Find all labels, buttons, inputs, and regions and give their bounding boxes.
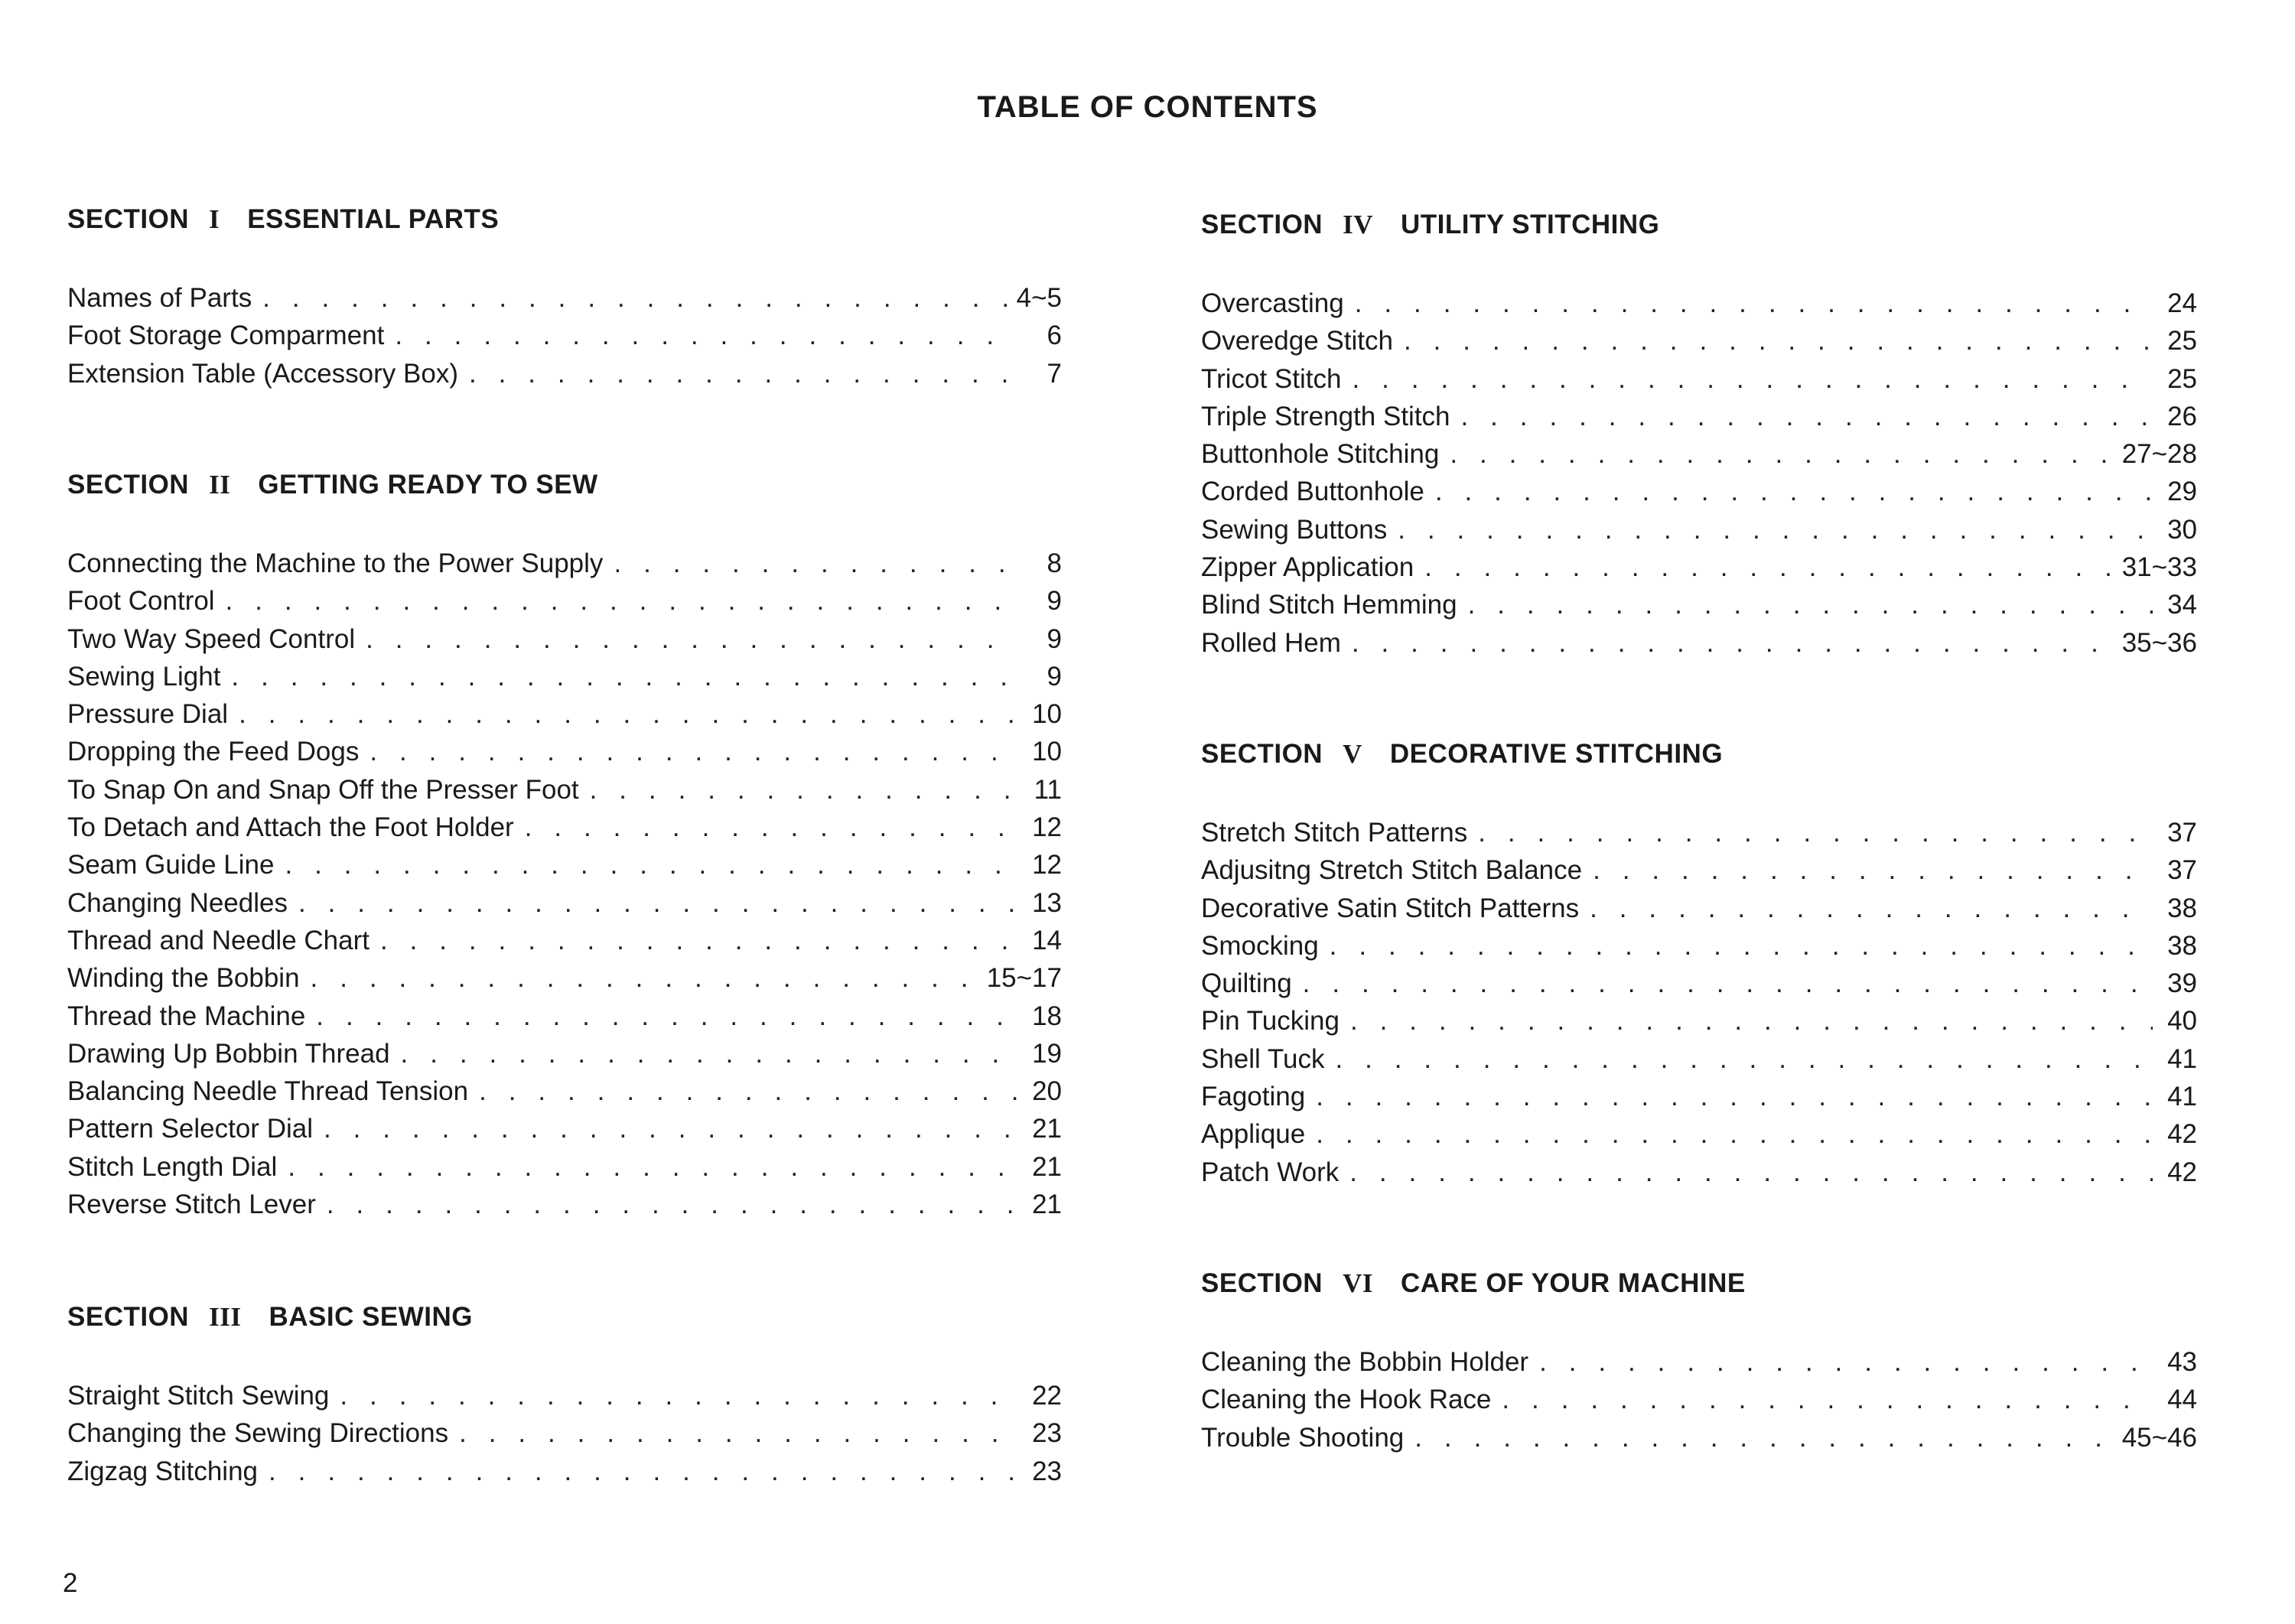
- dot-leader: [1502, 1381, 2153, 1418]
- toc-entry-title: Drawing Up Bobbin Thread: [67, 1038, 390, 1069]
- toc-entry-page: 37: [2167, 855, 2197, 886]
- toc-entry-title: Applique: [1201, 1119, 1306, 1150]
- toc-entry-title: Straight Stitch Sewing: [67, 1381, 330, 1411]
- section-title: DECORATIVE STITCHING: [1389, 739, 1724, 769]
- toc-entry[interactable]: [1201, 1419, 2197, 1456]
- section-numeral: IV: [1343, 210, 1373, 239]
- toc-entry-title: Blind Stitch Hemming: [1201, 590, 1457, 620]
- section-numeral: V: [1343, 739, 1362, 769]
- toc-entry-title: To Detach and Attach the Foot Holder: [67, 812, 514, 843]
- section-i: [67, 203, 1062, 392]
- toc-entry-page: 10: [1032, 699, 1062, 730]
- toc-entry-list: [1201, 285, 2197, 662]
- toc-entry-page: 10: [1032, 737, 1062, 767]
- toc-entry[interactable]: [1201, 851, 2197, 889]
- toc-entry[interactable]: [1201, 1002, 2197, 1040]
- page-number: 2: [63, 1568, 78, 1598]
- toc-entry[interactable]: [67, 1414, 1062, 1452]
- toc-entry-page: 40: [2167, 1006, 2197, 1037]
- toc-entry-title: Quilting: [1201, 968, 1292, 999]
- toc-entry-page: 21: [1032, 1190, 1062, 1220]
- toc-entry-page: 4~5: [1016, 283, 1062, 313]
- toc-entry-page: 38: [2167, 930, 2197, 961]
- toc-entry-title: Cleaning the Bobbin Holder: [1201, 1347, 1529, 1377]
- toc-entry[interactable]: [67, 771, 1062, 809]
- section-label: SECTION: [1201, 210, 1323, 239]
- section-label: SECTION: [1201, 739, 1323, 769]
- toc-entry[interactable]: [1201, 360, 2197, 398]
- dot-leader: [262, 279, 1008, 317]
- section-numeral: I: [209, 204, 220, 234]
- section-title: GETTING READY TO SEW: [258, 470, 598, 500]
- dot-leader: [366, 620, 1017, 658]
- toc-entry[interactable]: [67, 998, 1062, 1035]
- section-label: SECTION: [67, 1302, 190, 1332]
- section-header: [1201, 1267, 2197, 1300]
- toc-entry[interactable]: [67, 658, 1062, 695]
- toc-entry-title: Buttonhole Stitching: [1201, 439, 1440, 470]
- toc-entry-page: 25: [2167, 326, 2197, 356]
- toc-entry[interactable]: [67, 733, 1062, 770]
- toc-entry[interactable]: [1201, 1040, 2197, 1078]
- toc-entry-title: Extension Table (Accessory Box): [67, 358, 458, 389]
- toc-entry-page: 20: [1032, 1076, 1062, 1107]
- toc-entry-list: [67, 545, 1062, 1223]
- toc-entry[interactable]: [67, 1072, 1062, 1110]
- toc-entry[interactable]: [1201, 1381, 2197, 1418]
- toc-entry[interactable]: [1201, 1115, 2197, 1153]
- section-numeral: VI: [1343, 1268, 1373, 1298]
- toc-entry-page: 9: [1047, 586, 1062, 617]
- toc-entry[interactable]: [1201, 398, 2197, 435]
- dot-leader: [380, 922, 1017, 959]
- section-iv: [1201, 208, 2197, 662]
- toc-entry-title: Pattern Selector Dial: [67, 1114, 313, 1144]
- toc-entry-title: Fagoting: [1201, 1082, 1306, 1112]
- section-header: [67, 203, 1062, 236]
- dot-leader: [324, 1110, 1017, 1147]
- dot-leader: [226, 582, 1017, 620]
- toc-entry-title: Changing Needles: [67, 887, 288, 918]
- toc-entry-page: 42: [2167, 1157, 2197, 1187]
- toc-entry[interactable]: [1201, 473, 2197, 510]
- section-numeral: II: [209, 470, 231, 500]
- toc-entry-title: Overcasting: [1201, 288, 1344, 318]
- toc-entry[interactable]: [1201, 1078, 2197, 1115]
- toc-entry-title: Balancing Needle Thread Tension: [67, 1076, 469, 1107]
- dot-leader: [459, 1414, 1017, 1452]
- toc-entry[interactable]: [67, 582, 1062, 620]
- toc-entry-title: Rolled Hem: [1201, 627, 1341, 658]
- section-header: [1201, 208, 2197, 242]
- section-title: UTILITY STITCHING: [1400, 210, 1660, 239]
- section-ii: [67, 468, 1062, 1223]
- toc-entry[interactable]: [1201, 322, 2197, 360]
- toc-entry[interactable]: [67, 317, 1062, 354]
- toc-entry[interactable]: [67, 1186, 1062, 1223]
- toc-entry-page: 42: [2167, 1119, 2197, 1150]
- dot-leader: [340, 1377, 1017, 1414]
- section-title: CARE OF YOUR MACHINE: [1400, 1268, 1746, 1298]
- toc-entry-page: 6: [1047, 321, 1062, 351]
- toc-entry[interactable]: [1201, 586, 2197, 623]
- section-header: [67, 1300, 1062, 1334]
- toc-entry-page: 9: [1047, 661, 1062, 692]
- toc-entry[interactable]: [1201, 927, 2197, 965]
- dot-leader: [1478, 814, 2153, 851]
- toc-entry[interactable]: [67, 1453, 1062, 1490]
- section-iii: [67, 1300, 1062, 1490]
- dot-leader: [590, 771, 1017, 809]
- toc-entry-page: 19: [1032, 1038, 1062, 1069]
- toc-entry-title: Zigzag Stitching: [67, 1456, 259, 1486]
- dot-leader: [1435, 473, 2153, 510]
- toc-entry[interactable]: [1201, 890, 2197, 927]
- toc-entry[interactable]: [67, 695, 1062, 733]
- toc-entry[interactable]: [67, 846, 1062, 884]
- toc-entry-page: 25: [2167, 363, 2197, 394]
- toc-entry[interactable]: [67, 809, 1062, 846]
- dot-leader: [1352, 360, 2153, 398]
- toc-entry-page: 24: [2167, 288, 2197, 318]
- toc-entry-title: Foot Storage Comparment: [67, 321, 385, 351]
- dot-leader: [395, 317, 1017, 354]
- toc-entry[interactable]: [1201, 624, 2197, 662]
- toc-entry-title: Decorative Satin Stitch Patterns: [1201, 893, 1580, 923]
- toc-entry-page: 41: [2167, 1082, 2197, 1112]
- toc-entry-title: Reverse Stitch Lever: [67, 1190, 316, 1220]
- dot-leader: [1349, 1154, 2153, 1191]
- toc-entry-title: Patch Work: [1201, 1157, 1340, 1187]
- toc-entry-title: Adjusitng Stretch Stitch Balance: [1201, 855, 1583, 886]
- toc-entry-title: Shell Tuck: [1201, 1043, 1325, 1074]
- toc-entry[interactable]: [67, 545, 1062, 582]
- toc-entry-page: 38: [2167, 893, 2197, 923]
- dot-leader: [285, 846, 1017, 884]
- toc-entry-title: Stretch Stitch Patterns: [1201, 818, 1468, 848]
- toc-entry[interactable]: [1201, 285, 2197, 322]
- toc-entry-title: Overedge Stitch: [1201, 326, 1393, 356]
- toc-entry-page: 44: [2167, 1385, 2197, 1415]
- toc-entry-title: Foot Control: [67, 586, 215, 617]
- toc-entry-page: 12: [1032, 812, 1062, 843]
- section-label: SECTION: [1201, 1268, 1323, 1298]
- toc-entry[interactable]: [1201, 814, 2197, 851]
- dot-leader: [1414, 1419, 2114, 1456]
- toc-entry-page: 43: [2167, 1347, 2197, 1377]
- toc-entry-page: 15~17: [986, 963, 1062, 994]
- toc-entry-title: Cleaning the Hook Race: [1201, 1385, 1492, 1415]
- dot-leader: [298, 884, 1017, 922]
- dot-leader: [1335, 1040, 2153, 1078]
- section-vi: [1201, 1267, 2197, 1456]
- toc-entry[interactable]: [1201, 1343, 2197, 1381]
- toc-entry-title: Trouble Shooting: [1201, 1422, 1405, 1453]
- toc-entry-title: Seam Guide Line: [67, 850, 275, 880]
- toc-entry-title: Tricot Stitch: [1201, 363, 1342, 394]
- toc-entry[interactable]: [67, 959, 1062, 997]
- toc-entry-title: Sewing Buttons: [1201, 514, 1388, 545]
- toc-entry[interactable]: [67, 884, 1062, 922]
- dot-leader: [1450, 435, 2114, 473]
- toc-entry-page: 45~46: [2121, 1422, 2197, 1453]
- toc-entry-title: Stitch Length Dial: [67, 1151, 278, 1182]
- dot-leader: [401, 1035, 1017, 1072]
- toc-entry[interactable]: [1201, 511, 2197, 548]
- toc-entry-title: Pressure Dial: [67, 699, 229, 730]
- section-header: [67, 468, 1062, 502]
- toc-entry-page: 11: [1034, 774, 1062, 805]
- toc-entry[interactable]: [67, 355, 1062, 392]
- dot-leader: [1590, 890, 2153, 927]
- toc-entry[interactable]: [1201, 1154, 2197, 1191]
- toc-entry-page: 27~28: [2121, 439, 2197, 470]
- dot-leader: [316, 998, 1017, 1035]
- toc-entry-title: Zipper Application: [1201, 552, 1414, 583]
- toc-entry-title: Two Way Speed Control: [67, 623, 356, 654]
- dot-leader: [288, 1148, 1017, 1186]
- toc-entry[interactable]: [1201, 548, 2197, 586]
- section-v: [1201, 737, 2197, 1191]
- toc-entry-title: Smocking: [1201, 930, 1319, 961]
- toc-entry-page: 12: [1032, 850, 1062, 880]
- toc-entry-title: Pin Tucking: [1201, 1006, 1340, 1037]
- toc-entry-page: 8: [1047, 548, 1062, 578]
- toc-entry-title: Triple Strength Stitch: [1201, 401, 1450, 431]
- toc-entry-list: [67, 279, 1062, 392]
- toc-entry[interactable]: [67, 922, 1062, 959]
- toc-entry-page: 34: [2167, 590, 2197, 620]
- dot-leader: [269, 1453, 1017, 1490]
- toc-entry[interactable]: [1201, 435, 2197, 473]
- toc-entry-title: Thread the Machine: [67, 1001, 306, 1031]
- toc-entry-page: 14: [1032, 925, 1062, 955]
- toc-entry-list: [67, 1377, 1062, 1490]
- toc-entry-page: 39: [2167, 968, 2197, 999]
- section-title: BASIC SEWING: [269, 1302, 474, 1332]
- dot-leader: [1424, 548, 2114, 586]
- dot-leader: [1398, 511, 2153, 548]
- section-title: ESSENTIAL PARTS: [247, 204, 500, 234]
- dot-leader: [479, 1072, 1017, 1110]
- dot-leader: [1539, 1343, 2153, 1381]
- dot-leader: [1316, 1115, 2153, 1153]
- dot-leader: [231, 658, 1017, 695]
- toc-entry-title: To Snap On and Snap Off the Presser Foot: [67, 774, 579, 805]
- toc-entry-page: 41: [2167, 1043, 2197, 1074]
- dot-leader: [239, 695, 1017, 733]
- toc-entry-page: 30: [2167, 514, 2197, 545]
- toc-entry-page: 37: [2167, 818, 2197, 848]
- dot-leader: [1404, 322, 2153, 360]
- toc-entry-list: [1201, 814, 2197, 1191]
- dot-leader: [1303, 965, 2153, 1002]
- toc-entry-page: 31~33: [2121, 552, 2197, 583]
- toc-entry-title: Connecting the Machine to the Power Supply: [67, 548, 604, 578]
- dot-leader: [1468, 586, 2153, 623]
- dot-leader: [1461, 398, 2153, 435]
- toc-entry[interactable]: [67, 620, 1062, 658]
- toc-entry-title: Names of Parts: [67, 283, 252, 313]
- toc-entry-list: [1201, 1343, 2197, 1456]
- dot-leader: [1355, 285, 2153, 322]
- section-numeral: III: [209, 1302, 242, 1332]
- toc-entry-title: Sewing Light: [67, 661, 221, 692]
- toc-entry-page: 7: [1047, 358, 1062, 389]
- dot-leader: [327, 1186, 1017, 1223]
- dot-leader: [1316, 1078, 2153, 1115]
- section-header: [1201, 737, 2197, 771]
- toc-entry-title: Dropping the Feed Dogs: [67, 737, 360, 767]
- toc-entry-page: 23: [1032, 1456, 1062, 1486]
- dot-leader: [1350, 1002, 2153, 1040]
- dot-leader: [1330, 927, 2153, 965]
- dot-leader: [311, 959, 979, 997]
- toc-entry[interactable]: [67, 1035, 1062, 1072]
- toc-entry[interactable]: [67, 1148, 1062, 1186]
- dot-leader: [1593, 851, 2153, 889]
- toc-entry-page: 35~36: [2121, 627, 2197, 658]
- toc-entry[interactable]: [67, 1377, 1062, 1414]
- toc-entry-page: 13: [1032, 887, 1062, 918]
- toc-entry-page: 23: [1032, 1418, 1062, 1449]
- toc-entry-title: Thread and Needle Chart: [67, 925, 369, 955]
- toc-entry-page: 22: [1032, 1381, 1062, 1411]
- toc-entry-page: 21: [1032, 1151, 1062, 1182]
- dot-leader: [614, 545, 1017, 582]
- toc-entry-page: 29: [2167, 477, 2197, 507]
- toc-entry-page: 26: [2167, 401, 2197, 431]
- toc-entry-page: 18: [1032, 1001, 1062, 1031]
- toc-entry[interactable]: [1201, 965, 2197, 1002]
- dot-leader: [525, 809, 1017, 846]
- toc-entry-title: Corded Buttonhole: [1201, 477, 1424, 507]
- dot-leader: [1352, 624, 2114, 662]
- section-label: SECTION: [67, 204, 190, 234]
- toc-entry[interactable]: [67, 279, 1062, 317]
- page-title: TABLE OF CONTENTS: [977, 90, 1318, 124]
- toc-entry-page: 9: [1047, 623, 1062, 654]
- toc-entry[interactable]: [67, 1110, 1062, 1147]
- dot-leader: [369, 733, 1017, 770]
- toc-entry-title: Changing the Sewing Directions: [67, 1418, 449, 1449]
- toc-entry-page: 21: [1032, 1114, 1062, 1144]
- toc-entry-title: Winding the Bobbin: [67, 963, 300, 994]
- section-label: SECTION: [67, 470, 190, 500]
- dot-leader: [469, 355, 1017, 392]
